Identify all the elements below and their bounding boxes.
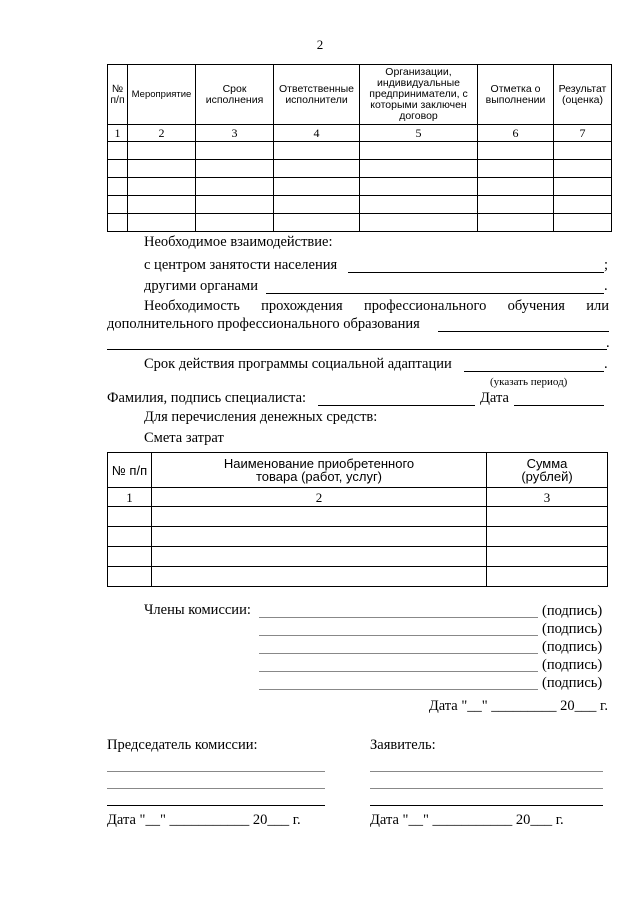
chairman-field-2[interactable] [107,788,325,789]
column-number: 4 [274,125,360,142]
other-bodies-label: другими органами [144,278,258,294]
employment-center-label: с центром занятости населения [144,257,338,273]
specialist-date-field[interactable] [514,405,604,406]
column-number: 6 [478,125,554,142]
applicant-field-2[interactable] [370,788,603,789]
header-cell: Отметка о выполнении [478,65,554,125]
header-cell: Результат (оценка) [554,65,612,125]
header-cell: Срок исполнения [196,65,274,125]
page-number: 2 [316,37,324,52]
table-row[interactable] [108,214,612,232]
transfer-label: Для перечисления денежных средств: [144,409,378,425]
specialist-date-label: Дата [480,390,509,406]
training-word: профессионального [363,298,487,314]
other-bodies-field[interactable] [266,293,604,294]
header-cell: № п/п [108,453,152,488]
training-word: Необходимость [144,298,240,314]
plan-table-number-row [108,125,612,142]
member-signature-field-4[interactable] [259,671,538,672]
training-line-2: дополнительного профессионального образования [107,316,420,332]
chairman-field-3[interactable] [107,805,325,806]
employment-center-end: ; [604,257,609,273]
training-line-1 [144,298,609,315]
table-row[interactable] [108,178,612,196]
signature-label: (подпись) [542,603,603,619]
table-row[interactable] [108,507,608,527]
chairman-field-1[interactable] [107,771,325,772]
commission-date: Дата "__" _________ 20___ г. [428,698,608,714]
program-term-field[interactable] [464,371,604,372]
header-cell: Ответственные исполнители [274,65,360,125]
signature-label: (подпись) [542,639,603,655]
column-number: 2 [128,125,196,142]
column-number: 3 [196,125,274,142]
column-number: 1 [108,488,152,507]
specialist-signature-field[interactable] [318,405,475,406]
header-cell: Наименование приобретенного товара (работ, услуг) [152,453,487,488]
specialist-label: Фамилия, подпись специалиста: [107,390,307,406]
training-field-2[interactable] [107,349,607,350]
program-term-hint: (указать период) [490,376,568,388]
estimate-table-header-row [108,453,608,488]
signature-label: (подпись) [542,657,603,673]
table-row[interactable] [108,567,608,587]
applicant-field-1[interactable] [370,771,603,772]
interaction-title: Необходимое взаимодействие: [144,234,333,250]
member-signature-field-3[interactable] [259,653,538,654]
other-bodies-end: . [604,278,608,294]
applicant-field-3[interactable] [370,805,603,806]
table-row[interactable] [108,527,608,547]
column-number: 2 [152,488,487,507]
employment-center-field[interactable] [348,272,604,273]
table-row[interactable] [108,142,612,160]
table-row[interactable] [108,547,608,567]
members-label: Члены комиссии: [144,602,251,618]
member-signature-field-1[interactable] [259,617,538,618]
table-row[interactable] [108,160,612,178]
header-cell: Организации, индивидуальные предприниматели, с которыми заключен договор [360,65,478,125]
column-number: 7 [554,125,612,142]
plan-table-header-row [108,65,612,125]
training-word: или [586,298,609,314]
estimate-title: Смета затрат [144,430,224,446]
header-cell: Сумма (рублей) [487,453,608,488]
header-cell: Мероприятие [128,65,196,125]
estimate-table-number-row [108,488,608,507]
estimate-table [107,452,608,587]
program-term-label: Срок действия программы социальной адаптации [144,356,452,372]
applicant-date: Дата "__" ___________ 20___ г. [370,812,564,828]
header-cell: № п/п [108,65,128,125]
chairman-label: Председатель комиссии: [107,737,258,753]
member-signature-field-2[interactable] [259,635,538,636]
member-signature-field-5[interactable] [259,689,538,690]
program-term-end: . [604,356,608,372]
column-number: 5 [360,125,478,142]
training-field-1[interactable] [438,331,609,332]
signature-label: (подпись) [542,621,603,637]
training-word: обучения [507,298,565,314]
column-number: 1 [108,125,128,142]
table-row[interactable] [108,196,612,214]
column-number: 3 [487,488,608,507]
plan-table [107,64,612,232]
chairman-date: Дата "__" ___________ 20___ г. [107,812,301,828]
training-word: прохождения [261,298,343,314]
signature-label: (подпись) [542,675,603,691]
applicant-label: Заявитель: [370,737,436,753]
training-end: . [606,335,610,351]
